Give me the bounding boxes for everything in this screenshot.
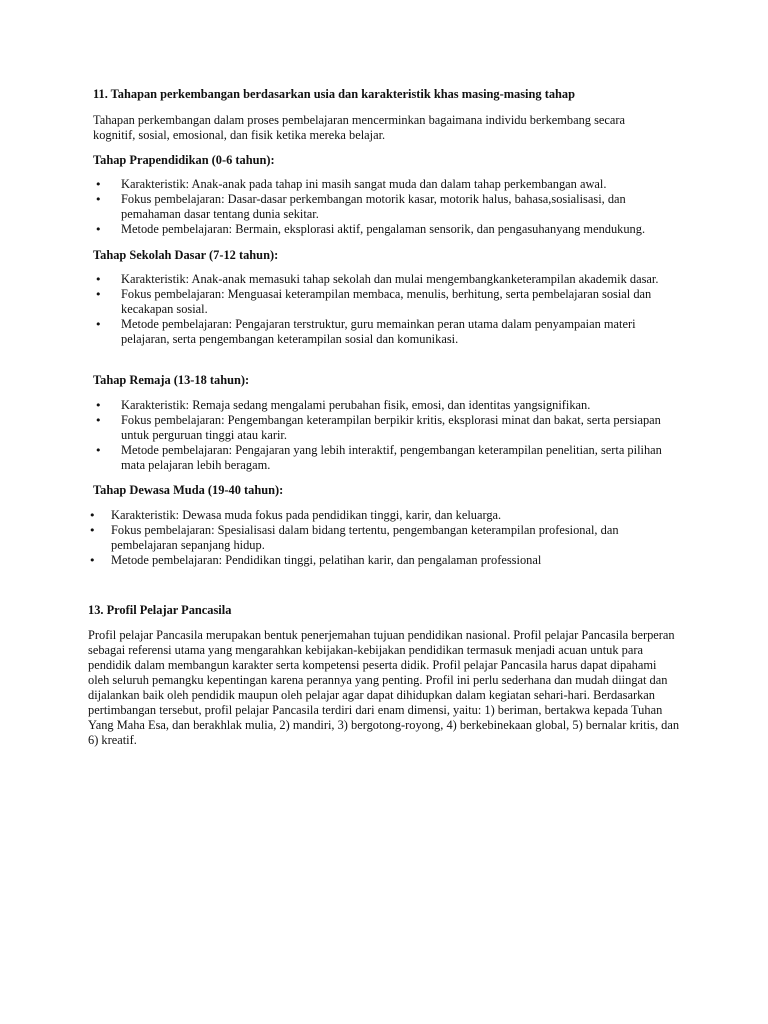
list-item: • Metode pembelajaran: Pendidikan tinggi, pelatihan karir, dan pengalaman professional xyxy=(87,553,667,568)
stage-prapendidikan-title: Tahap Prapendidikan (0-6 tahun): xyxy=(93,153,275,167)
stage-dewasa-muda-list xyxy=(87,508,667,568)
list-item: • Karakteristik: Anak-anak pada tahap ini masih sangat muda dan dalam tahap perkembangan awal. xyxy=(93,177,673,192)
list-item: • Fokus pembelajaran: Pengembangan keterampilan berpikir kritis, eksplorasi minat dan bakat, serta persiapan untuk perguruan tinggi atau karir. xyxy=(93,413,675,443)
stage-remaja-list xyxy=(93,398,675,473)
section-11-intro: Tahapan perkembangan dalam proses pembelajaran mencerminkan bagaimana individu berkembang secara kognitif, sosial, emosional, dan fisik ketika mereka belajar. xyxy=(93,113,626,142)
list-item: • Metode pembelajaran: Pengajaran terstruktur, guru memainkan peran utama dalam penyampaian materi pelajaran, serta pengembangan keterampilan sosial dan komunikasi. xyxy=(93,317,675,347)
stage-sekolah-dasar-list xyxy=(93,272,675,347)
list-item: • Karakteristik: Dewasa muda fokus pada pendidikan tinggi, karir, dan keluarga. xyxy=(87,508,667,523)
list-item: • Fokus pembelajaran: Menguasai keterampilan membaca, menulis, berhitung, serta pembelajaran sosial dan kecakapan sosial. xyxy=(93,287,675,317)
list-item: • Karakteristik: Anak-anak memasuki tahap sekolah dan mulai mengembangkanketerampilan akademik dasar. xyxy=(93,272,675,287)
list-item: • Fokus pembelajaran: Dasar-dasar perkembangan motorik kasar, motorik halus, bahasa,sosialisasi, dan pemahaman dasar tentang dunia sekitar. xyxy=(93,192,673,222)
stage-sekolah-dasar-title: Tahap Sekolah Dasar (7-12 tahun): xyxy=(93,248,279,262)
section-11-title: 11. Tahapan perkembangan berdasarkan usia dan karakteristik khas masing-masing tahap xyxy=(93,87,575,101)
list-item: • Fokus pembelajaran: Spesialisasi dalam bidang tertentu, pengembangan keterampilan profesional, dan pembelajaran sepanjang hidup. xyxy=(87,523,667,553)
section-13-title: 13. Profil Pelajar Pancasila xyxy=(88,603,232,617)
stage-prapendidikan-list xyxy=(93,177,673,237)
stage-remaja-title: Tahap Remaja (13-18 tahun): xyxy=(93,373,250,387)
stage-dewasa-muda-title: Tahap Dewasa Muda (19-40 tahun): xyxy=(93,483,284,497)
list-item: • Karakteristik: Remaja sedang mengalami perubahan fisik, emosi, dan identitas yangsignifikan. xyxy=(93,398,675,413)
list-item: • Metode pembelajaran: Bermain, eksplorasi aktif, pengalaman sensorik, dan pengasuhanyang mendukung. xyxy=(93,222,673,237)
section-13-body: Profil pelajar Pancasila merupakan bentuk penerjemahan tujuan pendidikan nasional. Profil pelajar Pancasila berperan sebagai referensi utama yang mengarahkan kebijakan-kebijakan pendidikan termasuk menjadi acuan untuk para pendidik dalam membangun karakter serta kompetensi peserta didik. Profil pelajar Pancasila harus dapat dipahami oleh seluruh pemangku kepentingan karena perannya yang penting. Profil ini perlu sederhana dan mudah diingat dan dijalankan baik oleh pendidik maupun oleh pelajar agar dapat dihidupkan dalam kegiatan sehari-hari. Berdasarkan pertimbangan tersebut, profil pelajar Pancasila terdiri dari enam dimensi, yaitu: 1) beriman, bertakwa kepada Tuhan Yang Maha Esa, dan berakhlak mulia, 2) mandiri, 3) bergotong-royong, 4) berkebinekaan global, 5) bernalar kritis, dan 6) kreatif. xyxy=(88,628,680,747)
list-item: • Metode pembelajaran: Pengajaran yang lebih interaktif, pengembangan keterampilan penelitian, serta pilihan mata pelajaran lebih beragam. xyxy=(93,443,675,473)
